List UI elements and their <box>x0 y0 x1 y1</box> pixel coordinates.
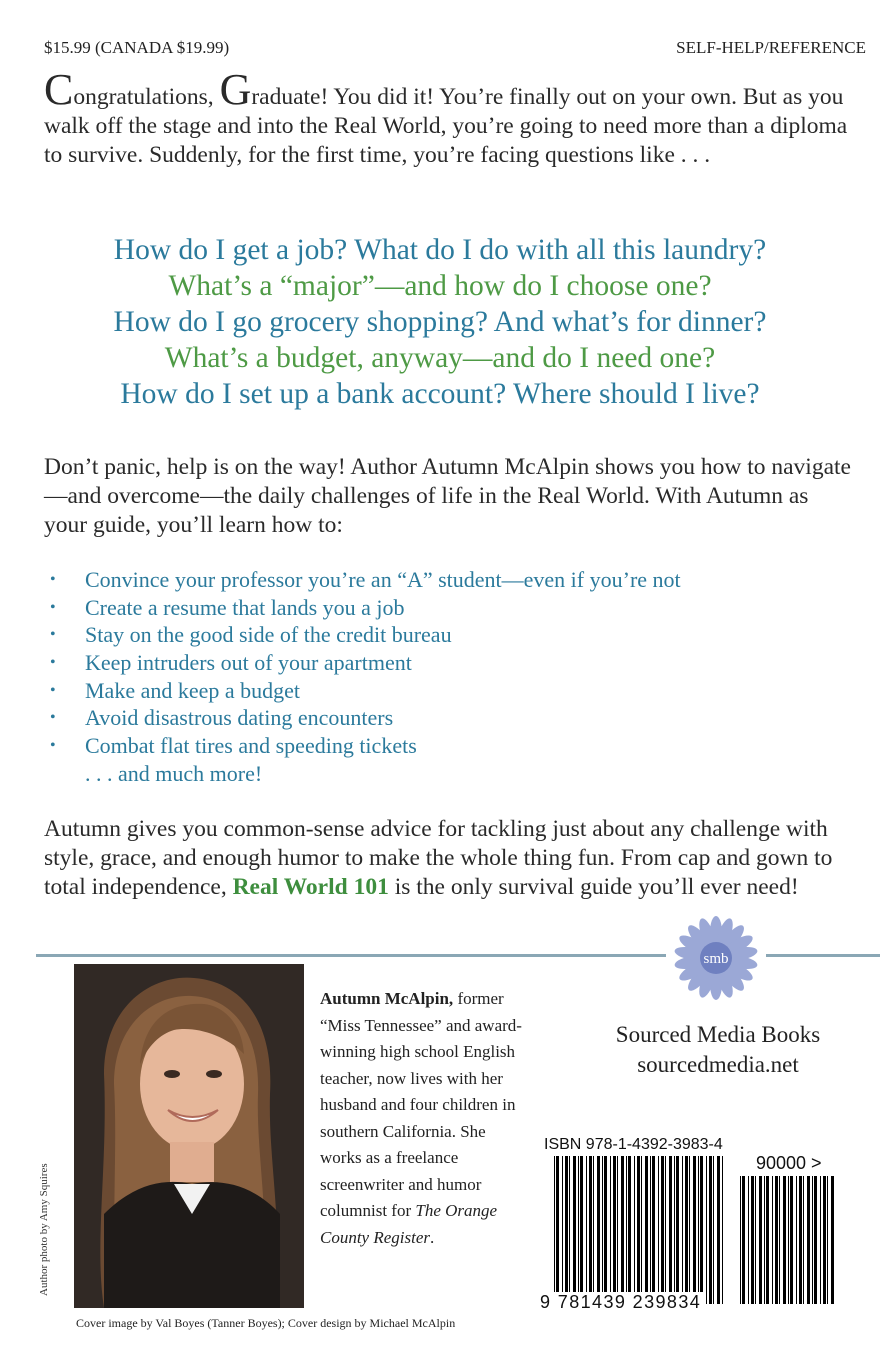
drop-cap-g: G <box>219 65 252 114</box>
list-item: • Keep intruders out of your apartment <box>50 650 412 676</box>
barcode-bar <box>788 1176 789 1304</box>
bullet-icon: • <box>50 654 56 672</box>
description-paragraph: Don’t panic, help is on the way! Author Autumn McAlpin shows you how to navigate—and overcome—the daily challenges of life in the Real World. With Autumn as your guide, you’ll learn how to: <box>44 454 851 538</box>
barcode-bar <box>823 1176 826 1304</box>
barcode-bar <box>693 1156 696 1304</box>
barcode-bar <box>807 1176 810 1304</box>
publisher-logo <box>666 912 766 1008</box>
ean-digits: 9 781439 239834 <box>540 1292 702 1312</box>
barcode-bar <box>783 1176 786 1304</box>
barcode-bar <box>812 1176 813 1304</box>
photo-credit: Author photo by Amy Squires <box>38 1163 50 1296</box>
barcode-bar <box>722 1156 723 1304</box>
barcode-bar <box>676 1156 679 1304</box>
barcode-bar <box>751 1176 754 1304</box>
barcode-bar <box>717 1156 720 1304</box>
barcode-bar <box>578 1156 579 1304</box>
benefits-list <box>44 566 864 788</box>
barcode-bar <box>831 1176 834 1304</box>
barcode-bar <box>799 1176 802 1304</box>
barcode-bar <box>682 1156 683 1304</box>
barcode-bar <box>713 1156 714 1304</box>
ean-bars <box>554 1156 723 1304</box>
list-item: • Make and keep a budget <box>50 677 301 703</box>
logo-text: smb <box>703 951 729 967</box>
daisy-logo-icon <box>666 912 766 1008</box>
barcode-bar <box>613 1156 616 1304</box>
list-item: • Avoid disastrous dating encounters <box>50 705 394 731</box>
barcode-bar <box>580 1156 583 1304</box>
barcode-bar <box>628 1156 631 1304</box>
barcode-bar <box>820 1176 821 1304</box>
barcode-bar <box>645 1156 648 1304</box>
barcode-bar <box>742 1176 745 1304</box>
barcode-bar <box>589 1156 592 1304</box>
cover-credits: Cover image by Val Boyes (Tanner Boyes); Cover design by Michael McAlpin <box>76 1316 456 1330</box>
barcode-bar <box>569 1156 570 1304</box>
barcode-bar <box>573 1156 576 1304</box>
intro-text-rest: raduate! You did it! You’re finally out on your own. But as you walk off the stage and into the Real World, you’re going to need more than a diploma to survive. Suddenly, for the first time, you’re facing questions like . . . <box>44 84 848 168</box>
publication-name: The Orange County Register <box>320 1201 498 1247</box>
barcode-bar <box>766 1176 769 1304</box>
barcode-bar <box>661 1156 664 1304</box>
question-line: How do I get a job? What do I do with all this laundry? <box>113 234 767 266</box>
question-line: What’s a budget, anyway—and do I need one? <box>164 342 716 374</box>
barcode-bar <box>685 1156 688 1304</box>
bullet-icon: • <box>50 709 56 727</box>
barcode-bar <box>665 1156 666 1304</box>
addon-bars <box>740 1176 834 1304</box>
intro-word1-rest: ongratulations, <box>73 84 220 110</box>
bullet-icon: • <box>50 737 56 755</box>
barcode-bar <box>669 1156 672 1304</box>
barcode-bar <box>562 1156 563 1304</box>
barcode-bar <box>759 1176 762 1304</box>
barcode-bar <box>775 1176 778 1304</box>
questions-block <box>0 232 880 412</box>
barcode-bar <box>597 1156 600 1304</box>
author-photo <box>74 964 304 1308</box>
barcode-bar <box>764 1176 765 1304</box>
barcode-bar <box>556 1156 559 1304</box>
category-label: SELF-HELP/REFERENCE <box>676 38 866 57</box>
barcode-bar <box>593 1156 594 1304</box>
barcode-bar <box>790 1176 793 1304</box>
barcode-bar <box>610 1156 611 1304</box>
barcode-bar <box>621 1156 624 1304</box>
author-bio: Autumn McAlpin, former “Miss Tennessee” and award-winning high school English teacher, now lives with her husband and four children in southern California. She works as a freelance screenwriter and humor columnist for The Orange County Register. <box>320 989 522 1247</box>
barcode-bar <box>650 1156 651 1304</box>
list-item: • Convince your professor you’re an “A” student—even if you’re not <box>50 567 681 592</box>
barcode-bar <box>602 1156 603 1304</box>
isbn-text: ISBN 978-1-4392-3983-4 <box>544 1136 723 1153</box>
barcode-bar <box>700 1156 703 1304</box>
publisher-url: sourcedmedia.net <box>637 1052 799 1077</box>
list-more: . . . and much more! <box>85 760 263 786</box>
barcode-bar <box>637 1156 640 1304</box>
question-line: What’s a “major”—and how do I choose one? <box>168 270 712 302</box>
list-item: • Stay on the good side of the credit bureau <box>50 622 452 648</box>
bullet-icon: • <box>50 571 56 588</box>
closing-paragraph: Autumn gives you common-sense advice for tackling just about any challenge with style, grace, and enough humor to make the whole thing fun. From cap and gown to total independence, Real World 101 is the only survival guide you’ll ever need! <box>44 816 833 900</box>
publisher-info <box>560 1020 876 1080</box>
barcode-bar <box>740 1176 741 1304</box>
barcode-bar <box>755 1176 756 1304</box>
barcode-bar <box>604 1156 607 1304</box>
question-line: How do I set up a bank account? Where should I live? <box>120 378 760 410</box>
barcode-bar <box>674 1156 675 1304</box>
barcode-bar <box>689 1156 690 1304</box>
barcode-bar <box>658 1156 659 1304</box>
barcode-bar <box>617 1156 618 1304</box>
price-label: $15.99 (CANADA $19.99) <box>44 38 230 57</box>
publisher-name: Sourced Media Books <box>615 1022 821 1047</box>
barcode-bar <box>796 1176 797 1304</box>
barcode-bar <box>706 1156 707 1304</box>
question-line: How do I go grocery shopping? And what’s for dinner? <box>113 306 767 338</box>
addon-code: 90000 > <box>756 1153 822 1173</box>
list-item: • Create a resume that lands you a job <box>50 594 405 620</box>
book-title: Real World 101 <box>232 874 389 900</box>
intro-paragraph <box>44 65 856 170</box>
barcode-bar <box>626 1156 627 1304</box>
bullet-icon: • <box>50 598 56 616</box>
barcode-bar <box>634 1156 635 1304</box>
drop-cap-c: C <box>44 65 74 114</box>
barcode-bar <box>565 1156 568 1304</box>
barcode-bar <box>641 1156 642 1304</box>
barcode-bar <box>814 1176 817 1304</box>
barcode-bar <box>803 1176 804 1304</box>
list-item: • Combat flat tires and speeding tickets <box>50 733 417 759</box>
barcode-bar <box>709 1156 712 1304</box>
barcode-bar <box>779 1176 780 1304</box>
author-name: Autumn McAlpin, <box>320 989 454 1008</box>
barcode-bar <box>748 1176 749 1304</box>
barcode-bar <box>586 1156 587 1304</box>
bullet-icon: • <box>50 626 56 644</box>
barcode-bar <box>554 1156 555 1304</box>
barcode-bar <box>698 1156 699 1304</box>
barcode-bar <box>827 1176 828 1304</box>
barcode-bar <box>652 1156 655 1304</box>
author-portrait-icon <box>74 964 304 1308</box>
bullet-icon: • <box>50 681 56 699</box>
barcode-bar <box>772 1176 773 1304</box>
